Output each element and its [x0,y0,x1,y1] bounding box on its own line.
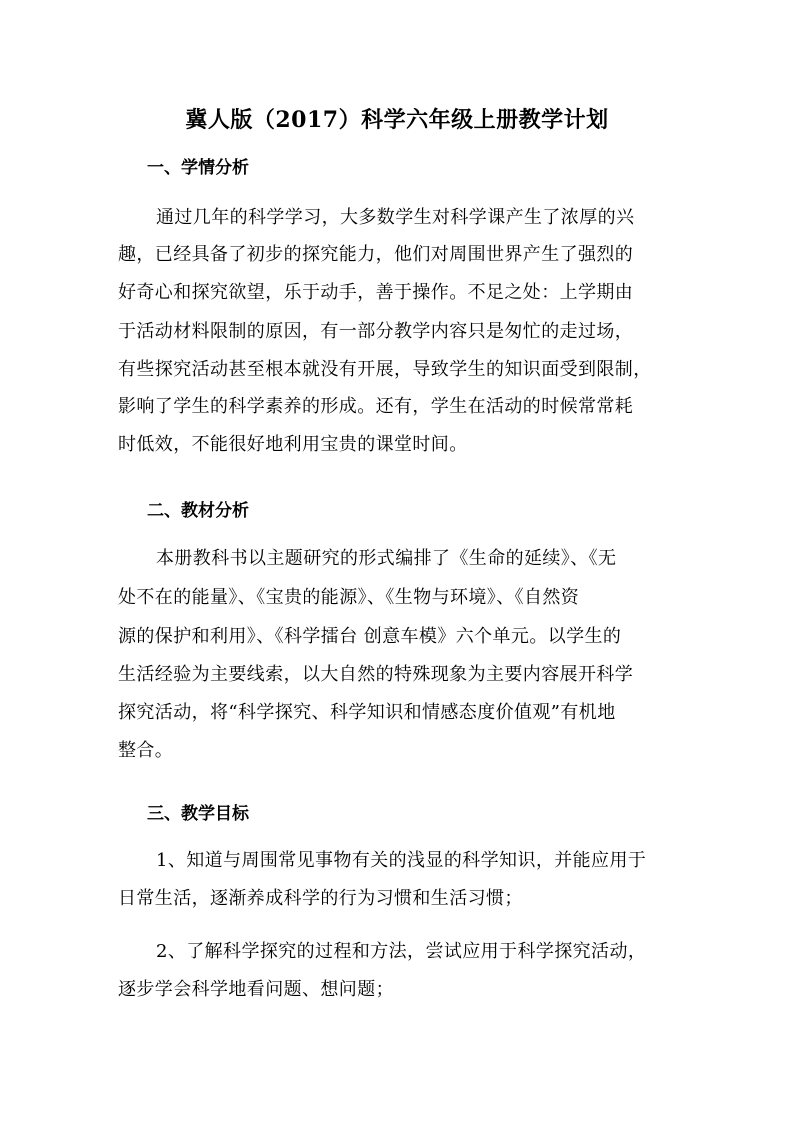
paragraph-line: 于活动材料限制的原因，有一部分教学内容只是匆忙的走过场， [118,321,634,342]
paragraph-line: 生活经验为主要线索，以大自然的特殊现象为主要内容展开科学 [118,664,634,685]
section-heading-textbook-analysis: 二、教材分析 [147,501,249,521]
paragraph-line: 有些探究活动甚至根本就没有开展，导致学生的知识面受到限制， [118,359,652,380]
paragraph-line: 整合。 [118,740,174,761]
paragraph-line: 处不在的能量》、《宝贵的能源》、《生物与环境》、《自然资 [118,587,580,608]
paragraph-line: 逐步学会科学地看问题、想问题； [118,979,394,1000]
paragraph-line: 本册教科书以主题研究的形式编排了《生命的延续》、《无 [156,548,617,569]
section-heading-teaching-goals: 三、教学目标 [147,804,249,824]
document-title: 冀人版（2017）科学六年级上册教学计划 [185,107,609,133]
paragraph-line: 好奇心和探究欲望，乐于动手，善于操作。不足之处：上学期由 [118,282,634,303]
paragraph-line: 趣，已经具备了初步的探究能力，他们对周围世界产生了强烈的 [118,244,634,265]
paragraph-line: 源的保护和利用》、《科学擂台 创意车模》六个单元。以学生的 [118,626,622,647]
paragraph-line: 2、了解科学探究的过程和方法，尝试应用于科学探究活动， [156,941,647,962]
paragraph-line: 探究活动，将“科学探究、科学知识和情感态度价值观”有机地 [118,702,616,723]
paragraph-line: 1、知道与周围常见事物有关的浅显的科学知识，并能应用于 [156,850,647,871]
paragraph-line: 影响了学生的科学素养的形成。还有，学生在活动的时候常常耗 [118,396,634,417]
paragraph-line: 时低效，不能很好地利用宝贵的课堂时间。 [118,434,468,455]
paragraph-line: 通过几年的科学学习，大多数学生对科学课产生了浓厚的兴 [156,207,635,228]
paragraph-line: 日常生活，逐渐养成科学的行为习惯和生活习惯； [118,888,523,909]
section-heading-learning-analysis: 一、学情分析 [147,158,249,178]
